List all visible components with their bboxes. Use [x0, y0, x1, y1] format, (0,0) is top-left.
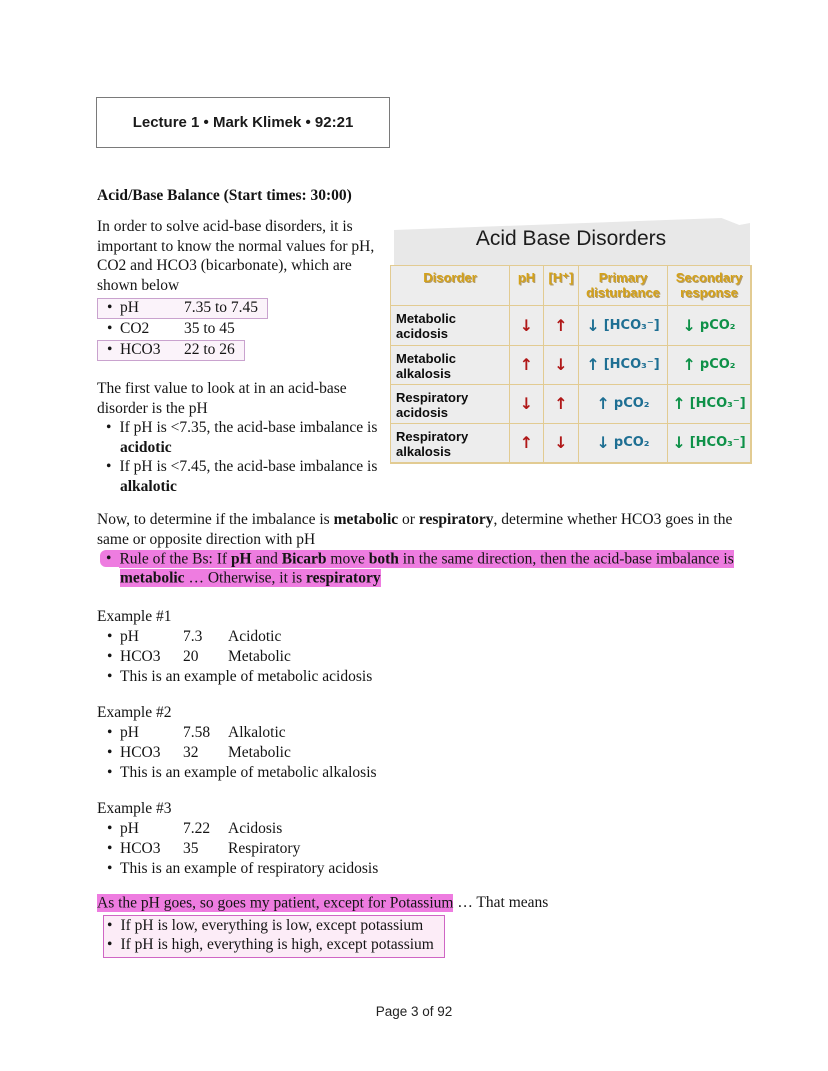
h-arrow-cell: ↓: [544, 424, 579, 463]
secondary-response-cell: ↑ [HCO₃⁻]: [668, 385, 751, 424]
ph-arrow-cell: ↓: [510, 306, 544, 346]
h-arrow-cell: ↓: [544, 346, 579, 385]
example-row: • HCO3 20 Metabolic: [97, 647, 527, 667]
arrow-icon: ↓: [596, 433, 610, 453]
example-note: • This is an example of respiratory acidosis: [97, 859, 527, 879]
arrow-icon: ↑: [682, 355, 696, 375]
potassium-line: As the pH goes, so goes my patient, except for Potassium … That means: [97, 894, 549, 911]
left-text-column: [97, 217, 389, 496]
ph-arrow-cell: ↑: [510, 346, 544, 385]
ph-arrow-cell: ↑: [510, 424, 544, 463]
arrow-icon: ↑: [672, 394, 686, 414]
potassium-rules-box: [103, 915, 445, 958]
primary-disturbance-cell: ↓ pCO₂: [579, 424, 668, 463]
example-note: • This is an example of metabolic alkalosis: [97, 763, 527, 783]
normal-value-label: • HCO3: [120, 341, 161, 359]
ph-high-bullet: • If pH is <7.45, the acid-base imbalance is alkalotic: [97, 457, 389, 496]
normal-value-ph: [97, 298, 268, 319]
secondary-response-cell: ↓ [HCO₃⁻]: [668, 424, 751, 463]
arrow-icon: ↓: [586, 315, 600, 335]
acid-base-disorders-slide: [388, 218, 754, 464]
normal-value-label: • CO2: [120, 320, 150, 338]
secondary-response-cell: ↑ pCO₂: [668, 346, 751, 385]
example-title: Example #2: [97, 704, 172, 721]
ph-arrow-cell: ↓: [510, 385, 544, 424]
example-row: • HCO3 35 Respiratory: [97, 839, 527, 859]
table-col-header: Disorder: [391, 266, 510, 306]
example-note: • This is an example of metabolic acidosis: [97, 667, 527, 687]
example-title: Example #3: [97, 800, 172, 817]
table-col-header: Primary disturbance: [579, 266, 668, 306]
secondary-response-cell: ↓ pCO₂: [668, 306, 751, 346]
metabolic-respiratory-paragraph: Now, to determine if the imbalance is metabolic or respiratory, determine whether HCO3 goes in the same or opposite direction with pH: [97, 511, 733, 548]
example-row: • pH 7.58 Alkalotic: [97, 723, 527, 743]
table-col-header: [H⁺]: [544, 266, 579, 306]
primary-disturbance-cell: ↓ [HCO₃⁻]: [579, 306, 668, 346]
normal-value-label: • pH: [120, 299, 139, 317]
h-arrow-cell: ↑: [544, 306, 579, 346]
example-block-1: [97, 607, 527, 687]
lecture-header-box: [96, 97, 390, 148]
normal-values-list: [97, 298, 389, 361]
slide-title: Acid Base Disorders: [475, 227, 667, 250]
example-row: • HCO3 32 Metabolic: [97, 743, 527, 763]
normal-value-range: 7.35 to 7.45: [184, 299, 259, 317]
arrow-icon: ↓: [682, 315, 696, 335]
table-row-disorder: Respiratory alkalosis: [391, 424, 510, 463]
potassium-low-bullet: • If pH is low, everything is low, except potassium: [104, 916, 434, 936]
section-heading: Acid/Base Balance (Start times: 30:00): [97, 187, 352, 204]
example-row: • pH 7.3 Acidotic: [97, 627, 527, 647]
table-col-header: Secondary response: [668, 266, 751, 306]
arrow-icon: ↑: [586, 355, 600, 375]
example-row: • pH 7.22 Acidosis: [97, 819, 527, 839]
normal-value-range: 22 to 26: [184, 341, 235, 359]
normal-value-hco3: [97, 340, 245, 361]
example-block-3: [97, 799, 527, 879]
lecture-header-text: Lecture 1 • Mark Klimek • 92:21: [132, 113, 354, 131]
normals-intro-paragraph: In order to solve acid-base disorders, it is important to know the normal values for pH, CO2 and HCO3 (bicarbonate), which are shown below: [97, 218, 375, 294]
examples-section: [97, 607, 527, 895]
primary-disturbance-cell: ↑ [HCO₃⁻]: [579, 346, 668, 385]
rule-of-bs-section: [97, 510, 747, 588]
normal-value-range: 35 to 45: [184, 320, 235, 338]
potassium-high-bullet: • If pH is high, everything is high, except potassium: [104, 935, 434, 955]
rule-of-bs-bullet: • Rule of the Bs: If pH and Bicarb move both in the same direction, then the acid-base imbalance is metabolic … Otherwise, it is respiratory: [97, 549, 747, 588]
arrow-icon: ↑: [596, 394, 610, 414]
table-col-header: pH: [510, 266, 544, 306]
table-row-disorder: Respiratory acidosis: [391, 385, 510, 424]
normal-value-co2: [97, 319, 245, 340]
primary-disturbance-cell: ↑ pCO₂: [579, 385, 668, 424]
table-row-disorder: Metabolic alkalosis: [391, 346, 510, 385]
acid-base-table: [390, 265, 752, 464]
potassium-section: [97, 893, 747, 958]
h-arrow-cell: ↑: [544, 385, 579, 424]
ph-low-bullet: • If pH is <7.35, the acid-base imbalance is acidotic: [97, 418, 389, 457]
example-block-2: [97, 703, 527, 783]
page-number: Page 3 of 92: [375, 1004, 453, 1019]
ph-first-paragraph: The first value to look at in an acid-base disorder is the pH: [97, 380, 347, 417]
arrow-icon: ↓: [672, 433, 686, 453]
table-row-disorder: Metabolic acidosis: [391, 306, 510, 346]
example-title: Example #1: [97, 608, 172, 625]
